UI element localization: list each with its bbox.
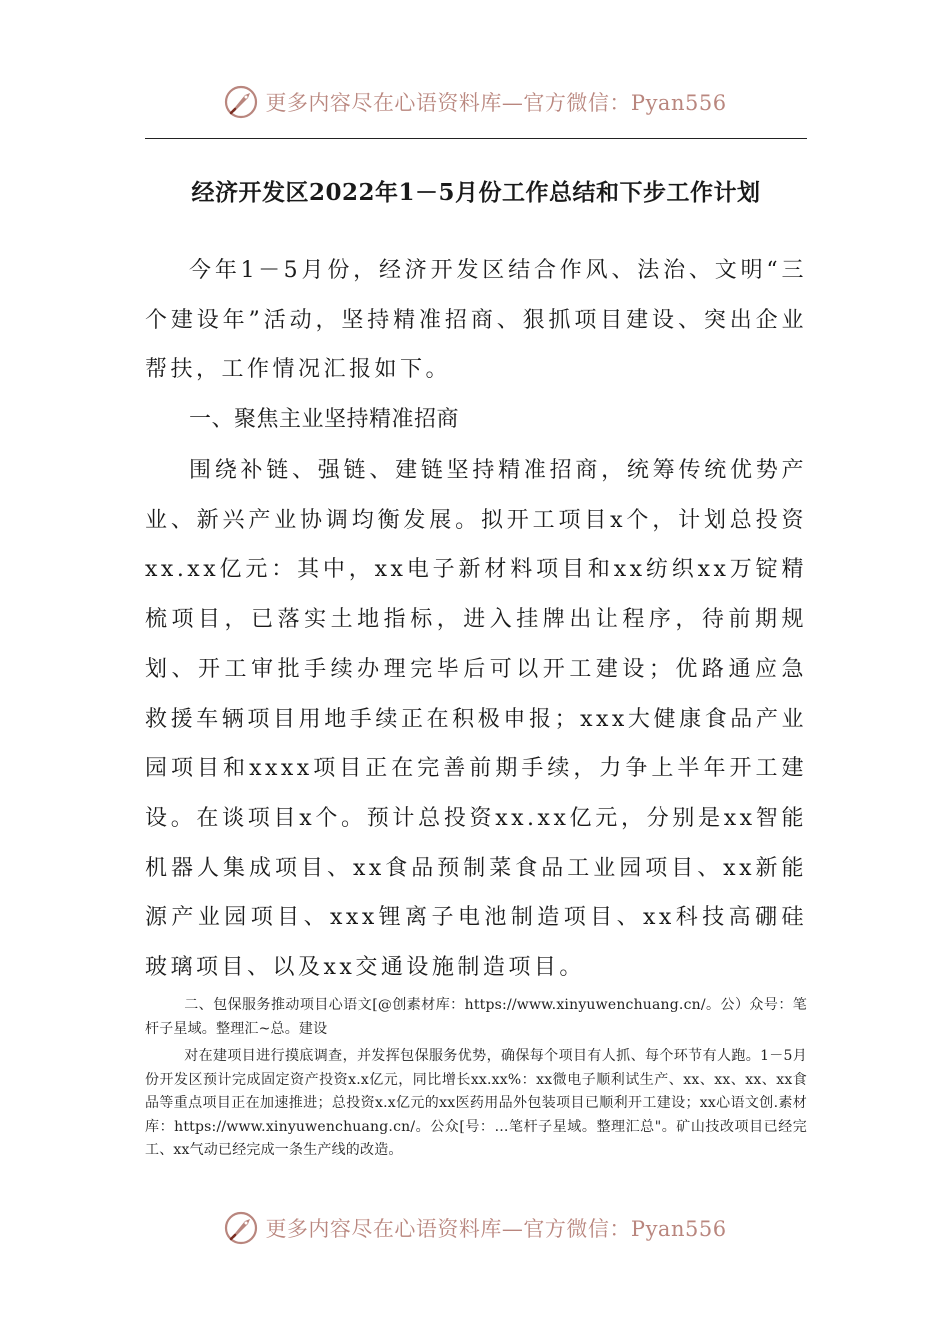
section-2-heading: 二、包保服务推动项目心语文[@创素材库：https://www.xinyuwenchuang.cn/。公）众号：笔杆子星域。整理汇~总。建设 — [145, 997, 807, 1037]
footer-banner — [0, 1206, 950, 1250]
intro-paragraph: 今年1－5月份，经济开发区结合作风、法治、文明“三个建设年”活动，坚持精准招商、狠抓项目建设、突出企业帮扶，工作情况汇报如下。 — [145, 258, 807, 383]
section-2-body: 对在建项目进行摸底调查，并发挥包保服务优势，确保每个项目有人抓、每个环节有人跑。1－5月份开发区预计完成固定资产投资x.x亿元，同比增长xx.xx%：xx微电子顺利试生产、xx、xx、xx、xx食品等重点项目正在加速推进；总投资x.x亿元的xx医药用品外包装项目已顺利开工建设；xx心语文创.素材库：https://www.xinyuwenchuang.cn/。公众[号：…笔杆子星域。整理汇总"。矿山技改项目已经完工、xx气动已经完成一条生产线的改造。 — [145, 1048, 807, 1158]
pen-nib-logo-icon — [223, 84, 259, 120]
document-title: 经济开发区2022年1－5月份工作总结和下步工作计划 — [191, 179, 761, 206]
header-banner — [0, 80, 950, 124]
header-divider — [145, 138, 807, 139]
banner-text: 更多内容尽在心语资料库—官方微信：Pyan556 — [265, 1217, 727, 1241]
section-1-heading: 一、聚焦主业坚持精准招商 — [189, 407, 460, 432]
section-1-body: 围绕补链、强链、建链坚持精准招商，统筹传统优势产业、新兴产业协调均衡发展。拟开工项目x个，计划总投资xx.xx亿元：其中，xx电子新材料项目和xx纺织xx万锭精梳项目，已落实土地指标，进入挂牌出让程序，待前期规划、开工审批手续办理完毕后可以开工建设；优路通应急救援车辆项目用地手续正在积极申报；xxx大健康食品产业园项目和xxxx项目正在完善前期手续，力争上半年开工建设。在谈项目x个。预计总投资xx.xx亿元，分别是xx智能机器人集成项目、xx食品预制菜食品工业园项目、xx新能源产业园项目、xxx锂离子电池制造项目、xx科技高硼硅玻璃项目、以及xx交通设施制造项目。 — [145, 458, 807, 981]
banner-text: 更多内容尽在心语资料库—官方微信：Pyan556 — [265, 91, 727, 115]
pen-nib-logo-icon — [223, 1210, 259, 1246]
